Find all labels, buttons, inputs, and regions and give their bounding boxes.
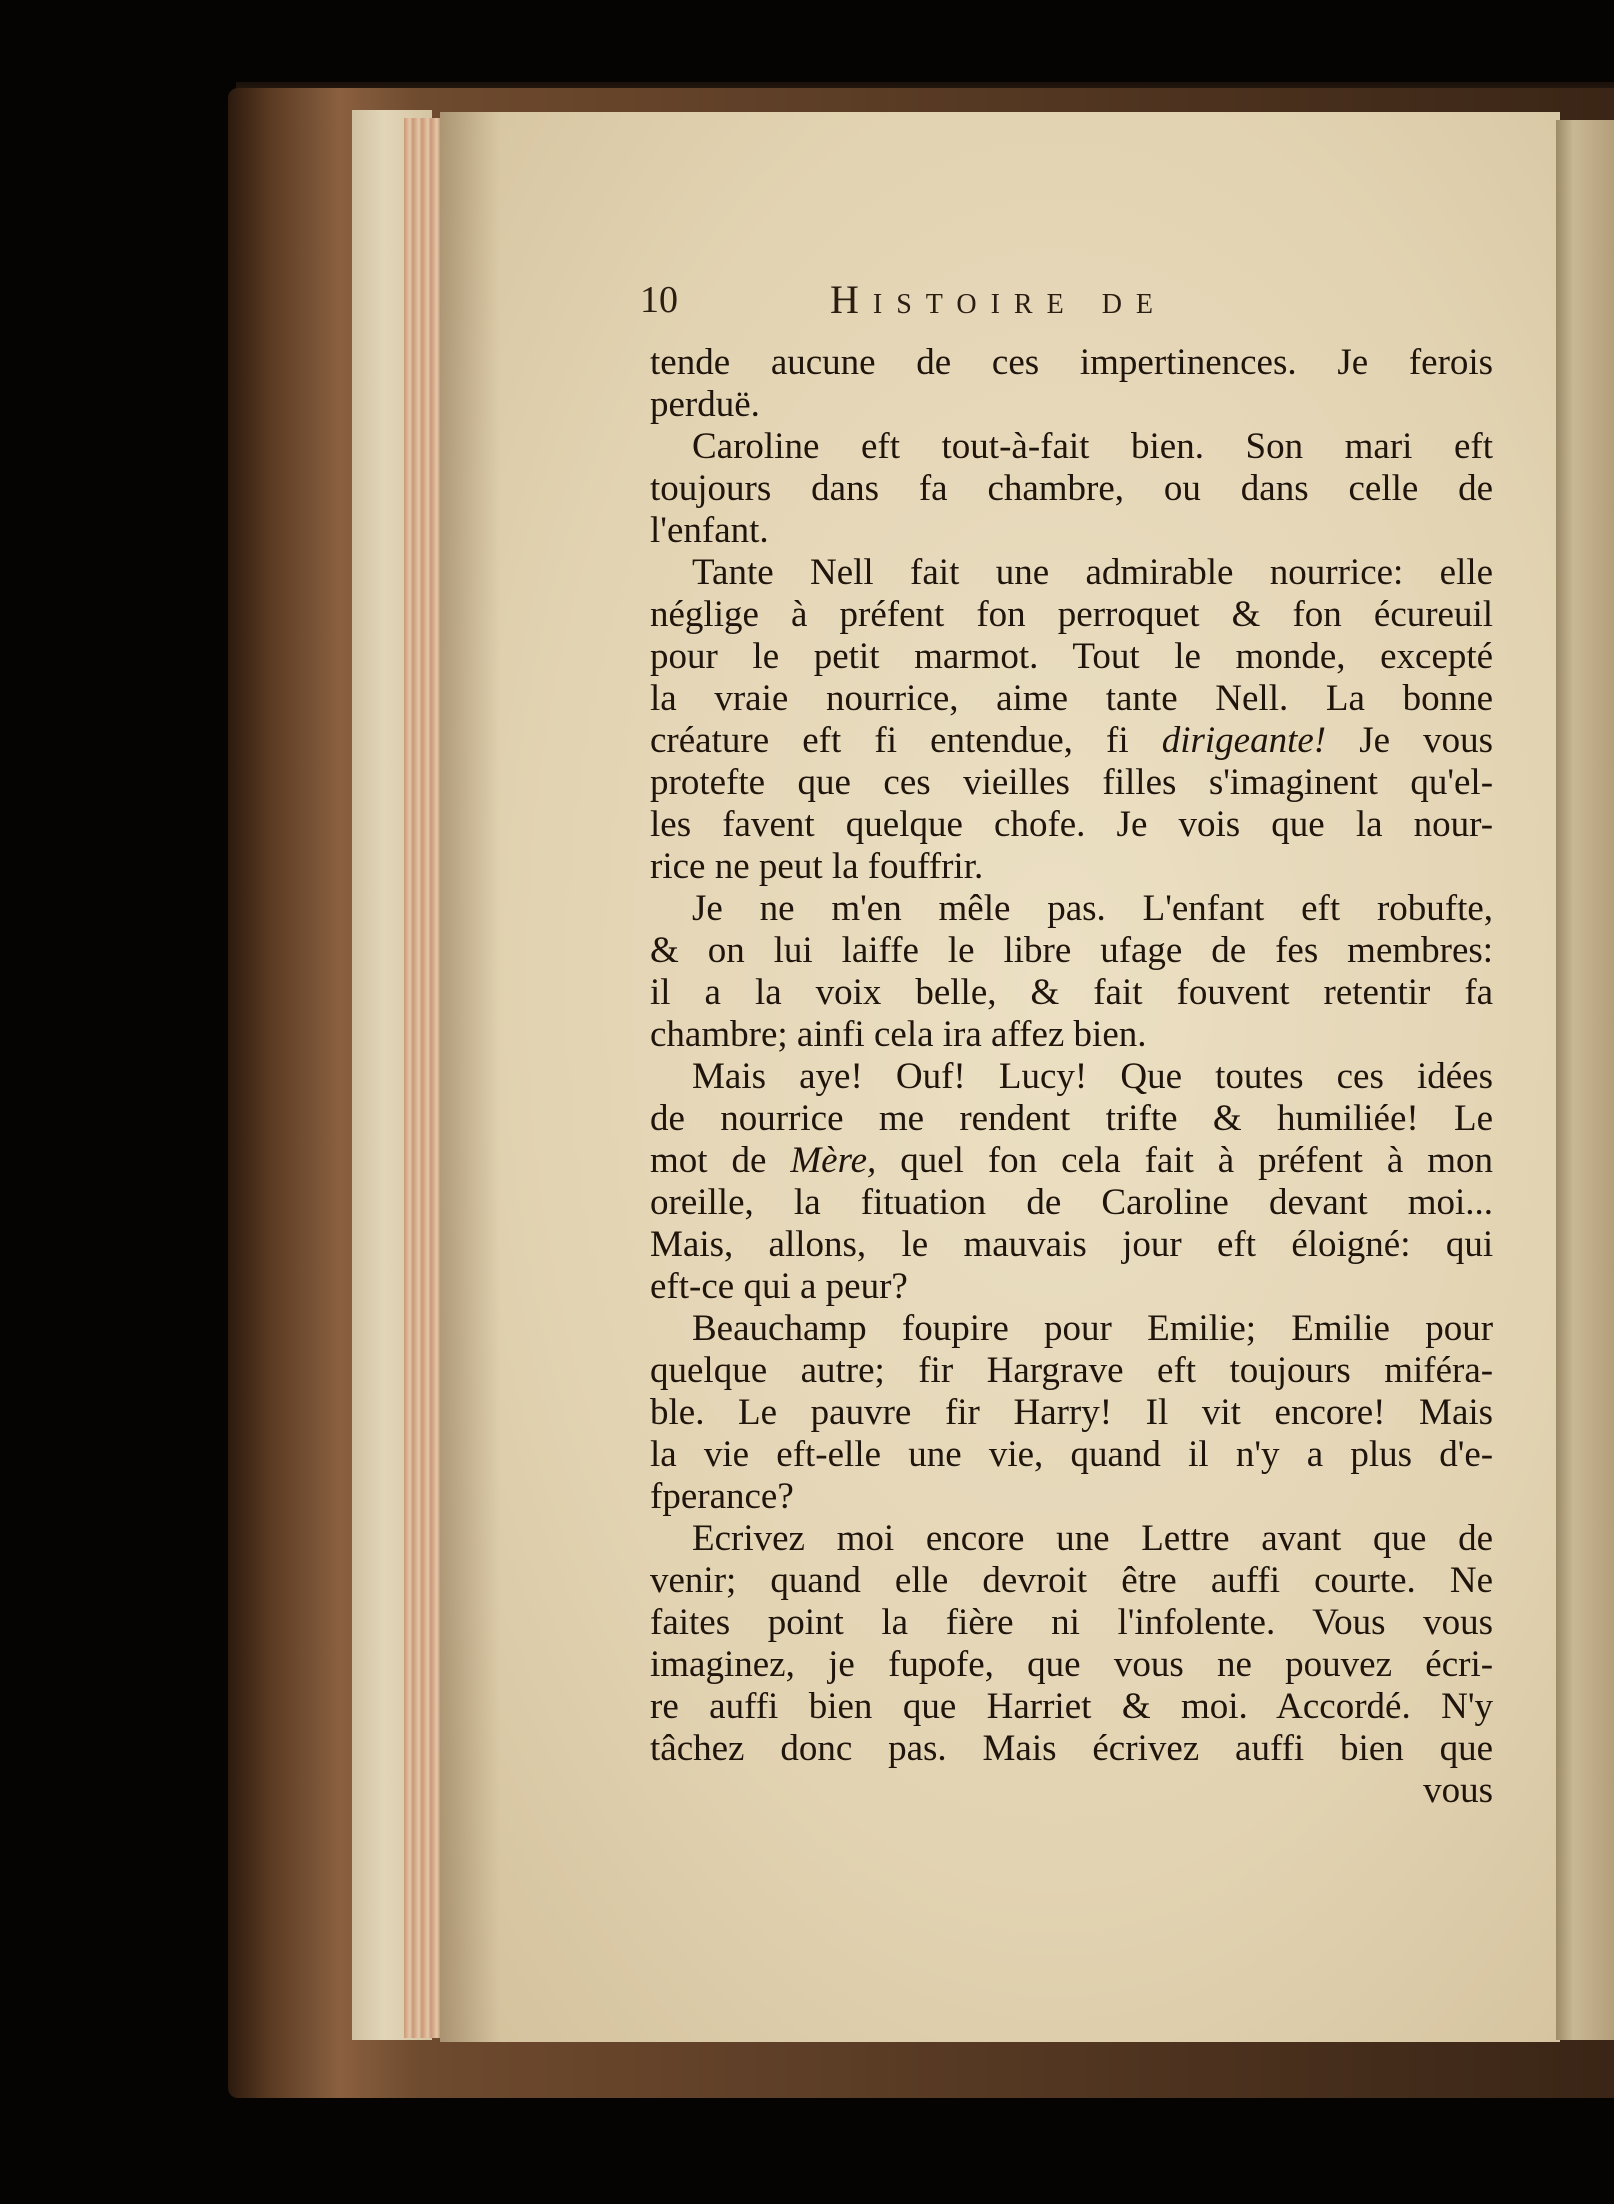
- text-line: ble. Le pauvre fir Harry! Il vit encore! Mais: [650, 1392, 1493, 1433]
- text-line: fperance?: [650, 1476, 794, 1517]
- text-line: perduë.: [650, 384, 760, 425]
- gutter-shadow: [440, 112, 500, 2042]
- text-line: créature eft fi entendue, fi dirigeante! Je vous: [650, 720, 1493, 761]
- text-line: Ecrivez moi encore une Lettre avant que de: [692, 1518, 1493, 1559]
- text-line: chambre; ainfi cela ira affez bien.: [650, 1014, 1147, 1055]
- text-line: la vie eft-elle une vie, quand il n'y a plus d'e-: [650, 1434, 1493, 1475]
- text-line: Caroline eft tout-à-fait bien. Son mari eft: [692, 426, 1493, 467]
- text-line: toujours dans fa chambre, ou dans celle de: [650, 468, 1493, 509]
- text-line: Je ne m'en mêle pas. L'enfant eft robufte,: [692, 888, 1493, 929]
- text-line: imaginez, je fupofe, que vous ne pouvez écri-: [650, 1644, 1493, 1685]
- text-line: protefte que ces vieilles filles s'imaginent qu'el-: [650, 762, 1493, 803]
- text-line: les favent quelque chofe. Je vois que la nour-: [650, 804, 1493, 845]
- text-line: eft-ce qui a peur?: [650, 1266, 908, 1307]
- text-line: Tante Nell fait une admirable nourrice: elle: [692, 552, 1493, 593]
- page-edges: [404, 118, 444, 2038]
- text-line: il a la voix belle, & fait fouvent retentir fa: [650, 972, 1493, 1013]
- facing-page-edge: [1556, 120, 1614, 2040]
- text-line: oreille, la fituation de Caroline devant moi...: [650, 1182, 1493, 1223]
- text-line: & on lui laiffe le libre ufage de fes membres:: [650, 930, 1493, 971]
- text-line: venir; quand elle devroit être auffi courte. Ne: [650, 1560, 1493, 1601]
- text-line: quelque autre; fir Hargrave eft toujours miféra-: [650, 1350, 1493, 1391]
- text-line: re auffi bien que Harriet & moi. Accordé. N'y: [650, 1686, 1493, 1727]
- body-text: [650, 342, 1493, 1812]
- text-line: mot de Mère, quel fon cela fait à préfent à mon: [650, 1140, 1493, 1181]
- text-line: l'enfant.: [650, 510, 769, 551]
- text-line: la vraie nourrice, aime tante Nell. La bonne: [650, 678, 1493, 719]
- text-line: faites point la fière ni l'infolente. Vous vous: [650, 1602, 1493, 1643]
- text-line: pour le petit marmot. Tout le monde, excepté: [650, 636, 1493, 677]
- text-line: de nourrice me rendent trifte & humiliée! Le: [650, 1098, 1493, 1139]
- page-header: [640, 278, 1490, 328]
- text-line: rice ne peut la fouffrir.: [650, 846, 984, 887]
- page-number: 10: [640, 279, 678, 321]
- text-line: Beauchamp foupire pour Emilie; Emilie pour: [692, 1308, 1493, 1349]
- text-line: néglige à préfent fon perroquet & fon écureuil: [650, 594, 1493, 635]
- running-title: Histoire de: [830, 277, 1168, 322]
- text-line: Mais aye! Ouf! Lucy! Que toutes ces idées: [692, 1056, 1493, 1097]
- text-line: Mais, allons, le mauvais jour eft éloigné: qui: [650, 1224, 1493, 1265]
- catchword: vous: [1423, 1770, 1493, 1811]
- text-line: tâchez donc pas. Mais écrivez auffi bien que: [650, 1728, 1493, 1769]
- text-line: tende aucune de ces impertinences. Je ferois: [650, 342, 1493, 383]
